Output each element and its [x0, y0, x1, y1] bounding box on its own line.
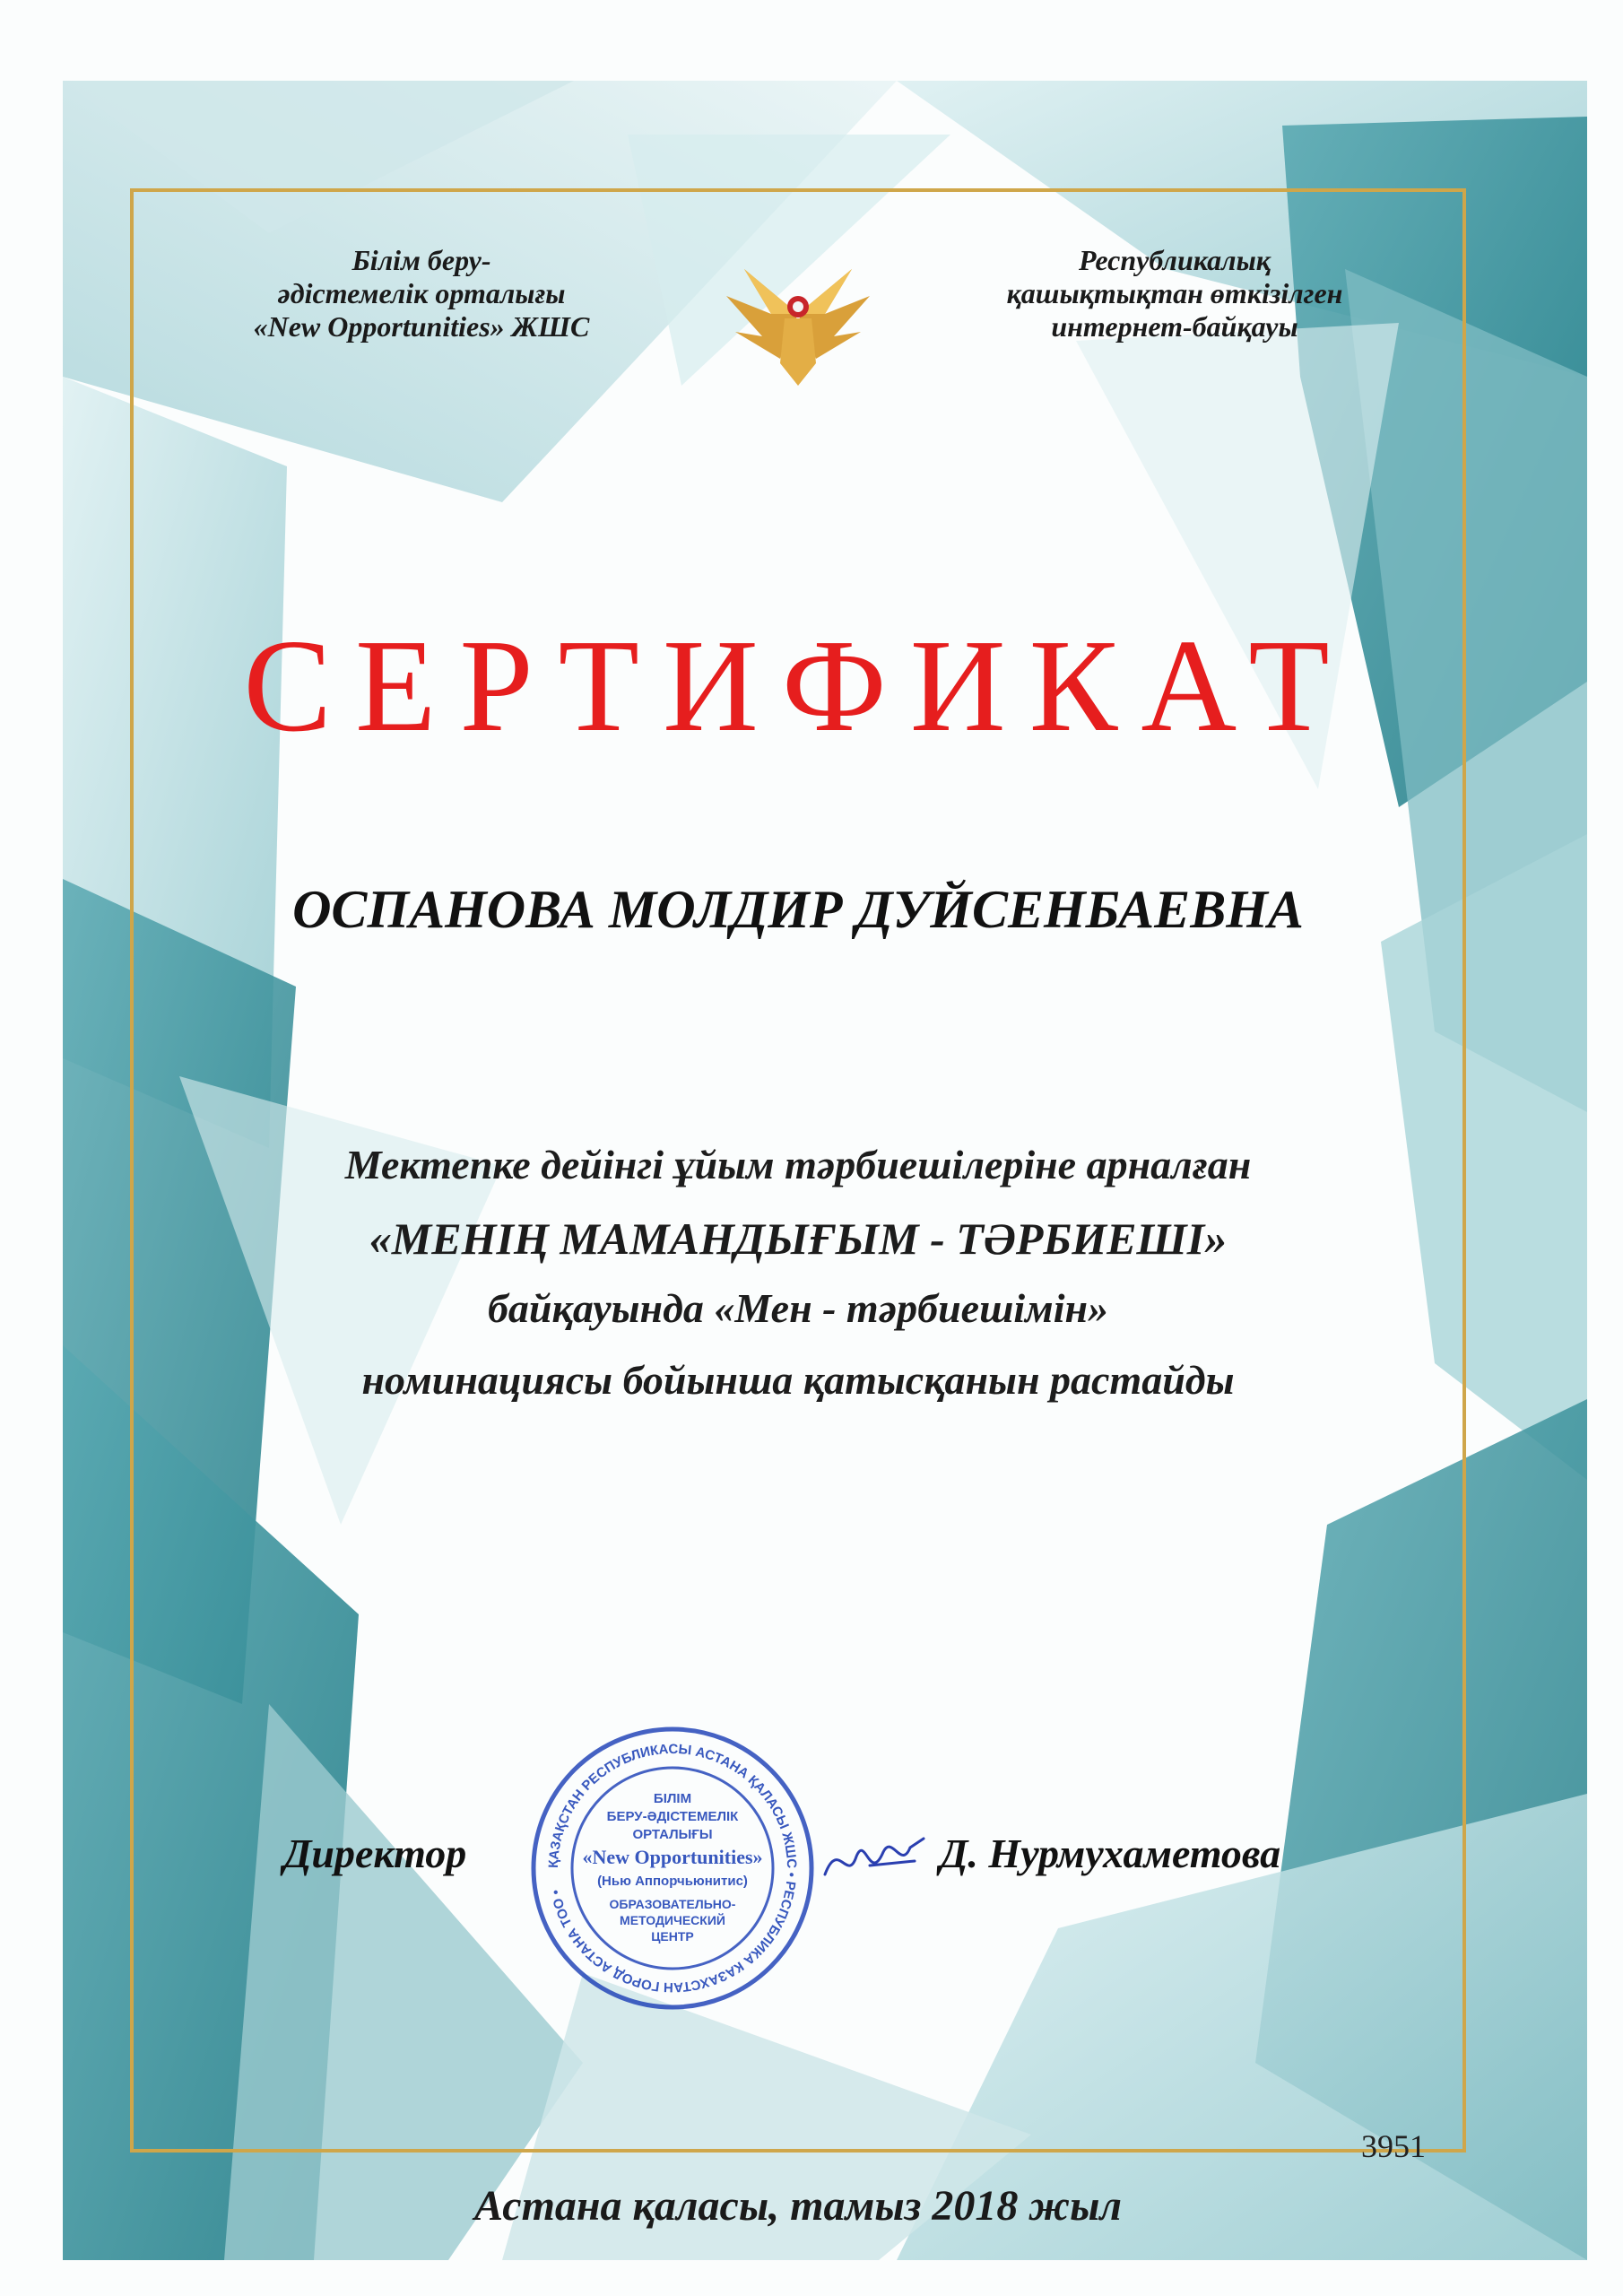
- issuer-organization: [170, 244, 673, 344]
- place-and-date: Астана қаласы, тамыз 2018 жыл: [473, 2182, 1123, 2230]
- serial-number: 3951: [1361, 2128, 1426, 2164]
- description-line: байқауында «Мен - тәрбиешімін»: [487, 1285, 1109, 1331]
- stamp-line: (Нью Аппорчьюнитис): [597, 1874, 748, 1889]
- issuer-line: әдістемелік орталығы: [277, 277, 566, 309]
- director-signature: [816, 1821, 942, 1901]
- contest-line: Республикалық: [1078, 244, 1271, 276]
- contest-line: интернет-байқауы: [1051, 310, 1298, 343]
- issuer-line: Білім беру-: [352, 244, 491, 276]
- official-stamp: [525, 1720, 820, 2016]
- description-line: номинациясы бойынша қатысқанын растайды: [361, 1357, 1235, 1403]
- contest-line: қашықтықтан өткізілген: [1006, 277, 1343, 309]
- description-line: Мектепке дейінгі ұйым тәрбиешілеріне арналған: [344, 1142, 1252, 1187]
- stamp-line: ЦЕНТР: [651, 1929, 694, 1944]
- director-name: Д. Нурмухаметова: [940, 1831, 1281, 1876]
- stamp-ring-text: ҚАЗАҚСТАН РЕСПУБЛИКАСЫ АСТАНА ҚАЛАСЫ ЖШС • РЕСПУБЛИКА КАЗАХСТАН ГОРОД АСТАНА ТОО •: [545, 1741, 800, 1996]
- svg-text:ҚАЗАҚСТАН РЕСПУБЛИКАСЫ АСТАНА: [546, 1742, 799, 1995]
- stamp-line: БЕРУ-ӘДІСТЕМЕЛІК: [606, 1809, 739, 1824]
- stamp-line: ОРТАЛЫҒЫ: [632, 1827, 713, 1842]
- stamp-line: «New Opportunities»: [582, 1846, 763, 1868]
- contest-name: «МЕНІҢ МАМАНДЫҒЫМ - ТӘРБИЕШІ»: [369, 1213, 1228, 1264]
- stamp-line: БІЛІМ: [653, 1791, 692, 1806]
- issuer-line: «New Opportunities» ЖШС: [253, 310, 590, 343]
- stamp-line: МЕТОДИЧЕСКИЙ: [620, 1913, 725, 1927]
- eagle-emblem-icon: [708, 260, 888, 395]
- certificate-title: СЕРТИФИКАТ: [243, 613, 1353, 760]
- recipient-name: ОСПАНОВА МОЛДИР ДУЙСЕНБАЕВНА: [292, 880, 1304, 939]
- contest-type: [915, 244, 1435, 344]
- stamp-line: ОБРАЗОВАТЕЛЬНО-: [609, 1897, 736, 1911]
- director-label: Директор: [283, 1831, 467, 1876]
